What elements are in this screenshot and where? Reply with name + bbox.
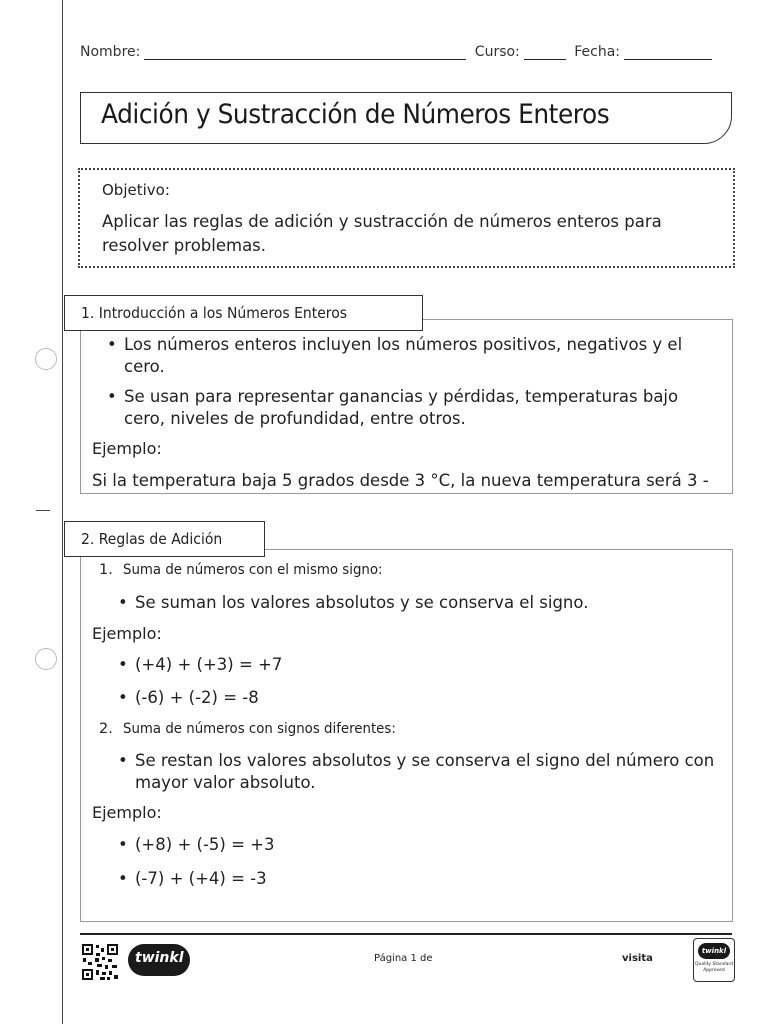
twinkl-logo-text: twinkl [135, 950, 184, 966]
quality-badge: twinkl Quality Standard Approved [693, 938, 735, 982]
page-number: Página 1 de [374, 953, 433, 964]
visit-link[interactable]: visita [622, 953, 653, 964]
punch-hole [35, 348, 57, 370]
section-2-box [80, 549, 733, 922]
rule-2-title: 2. Suma de números con signos diferentes: [99, 721, 396, 737]
list-item: • (-6) + (-2) = -8 [135, 687, 435, 709]
header-fields [80, 44, 730, 60]
list-item: • (-7) + (+4) = -3 [135, 868, 435, 890]
objective-text: Aplicar las reglas de adición y sustracción de números enteros para resolver problemas. [102, 212, 662, 255]
rule-1-title: 1. Suma de números con el mismo signo: [99, 562, 383, 578]
list-item: • Se suman los valores absolutos y se conserva el signo. [135, 592, 695, 614]
date-field[interactable] [624, 45, 712, 60]
qr-code-icon [81, 943, 119, 981]
footer-rule [80, 933, 732, 935]
fold-mark [36, 510, 50, 511]
objective-label: Objetivo: [102, 181, 170, 199]
name-field[interactable] [144, 45, 466, 60]
title-box [80, 92, 732, 144]
list-item: • Los números enteros incluyen los números positivos, negativos y el cero. [124, 334, 714, 378]
page-title: Adición y Sustracción de Números Enteros [101, 99, 610, 130]
section-2-title: 2. Reglas de Adición [64, 521, 265, 557]
punch-hole [35, 648, 57, 670]
margin-line [62, 0, 63, 1024]
list-item: • Se usan para representar ganancias y pérdidas, temperaturas bajo cero, niveles de profundidad, entre otros. [124, 386, 724, 430]
example-label: Ejemplo: [92, 803, 162, 822]
course-field[interactable] [524, 45, 566, 60]
objective-box [78, 168, 735, 268]
list-item: • (+4) + (+3) = +7 [135, 654, 435, 676]
date-label: Fecha: [574, 44, 621, 60]
section-1-box [80, 319, 733, 494]
name-label: Nombre: [80, 44, 141, 60]
example-label: Ejemplo: [92, 439, 162, 458]
list-item: • Se restan los valores absolutos y se conserva el signo del número con mayor valor absoluto. [135, 750, 715, 794]
section-1-title: 1. Introducción a los Números Enteros [64, 295, 423, 331]
course-label: Curso: [474, 44, 520, 60]
list-item: • (+8) + (-5) = +3 [135, 834, 435, 856]
example-label: Ejemplo: [92, 624, 162, 643]
example-text: Si la temperatura baja 5 grados desde 3 °C, la nueva temperatura será 3 - [92, 471, 709, 490]
